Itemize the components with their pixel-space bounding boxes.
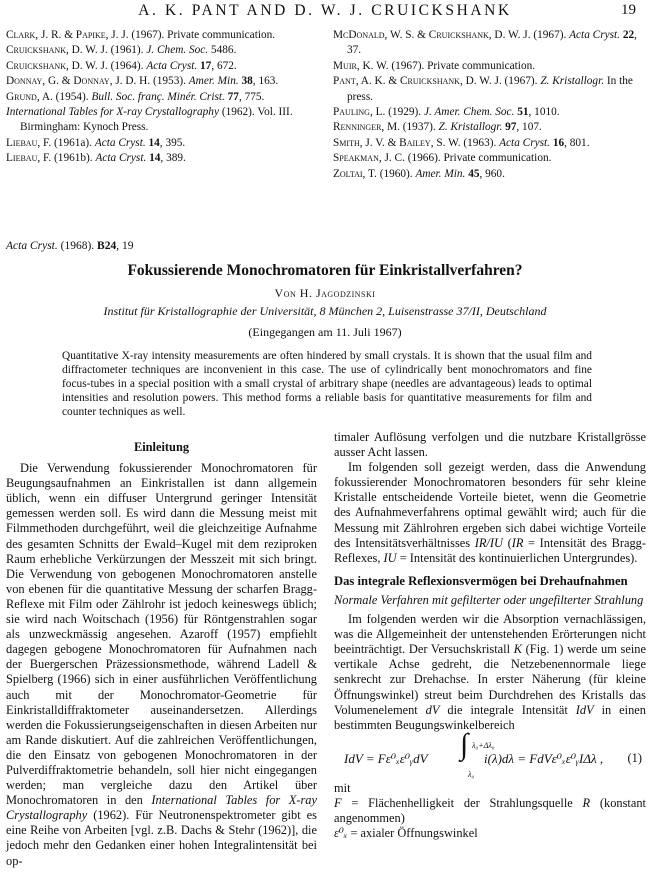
- equation-rhs: i(λ)dλ = FdVε⁰ₓε⁰ᵧIΔλ ,: [484, 750, 604, 766]
- reference-rest: Vol. III. Birmingham: Kynoch Press.: [20, 106, 293, 134]
- reference-rest: , 672.: [211, 59, 237, 72]
- running-head-title: A. K. PANT AND D. W. J. CRUICKSHANK: [138, 2, 512, 19]
- def-epsilon-symbol: ε⁰ₓ: [334, 826, 348, 841]
- reference-authors: Clark, J. R. & Papike, J. J.: [6, 29, 129, 41]
- reference-vol: 38: [241, 75, 253, 88]
- reference-year: (1961b).: [54, 152, 93, 165]
- integral-upper-limit: λ₀+Δλ₀: [472, 740, 495, 750]
- reference-year: (1967).: [391, 59, 425, 72]
- running-head: [0, 2, 650, 20]
- reference-vol: 51: [517, 106, 529, 119]
- reference-rest: , 960.: [479, 167, 505, 180]
- section-heading-einleitung: Einleitung: [133, 440, 190, 454]
- absorption-text-b: (Fig. 1) werde um seine vertikale Achse gedreht, die Netzebenennormale liege senkrecht zur Drehachse. In erster Näherung (für kleine Öffnungswinkel) streut beim Durchdrehen des Kristalls das Volumenelement: [334, 642, 646, 717]
- reference-year: (1967).: [504, 75, 538, 88]
- intro-text-2: (1962). Für Neutronenspektrometer gibt es eine Reihe von Arbeiten [vgl. z.B. Dachs & Stehr (1962)], die jedoch mehr den Gedanken einer hohen Integralintensität bei op-: [6, 808, 317, 868]
- reference-journal: Acta Cryst.: [499, 136, 550, 149]
- reference-journal: J. Chem. Soc.: [146, 44, 209, 57]
- citation-journal: Acta Cryst.: [6, 240, 58, 252]
- mit-label: mit: [334, 780, 351, 795]
- reference-title: International Tables for X-ray Crystallography: [6, 106, 219, 119]
- reference-journal: Bull. Soc. franç. Minér. Crist.: [91, 90, 225, 103]
- equation-number: (1): [627, 750, 642, 765]
- symbol-dv: dV: [425, 702, 440, 717]
- article-title: Fokussierende Monochromatoren für Einkristallverfahren?: [127, 262, 523, 279]
- absorption-text-d: in einen bestimmten Beugungswinkelbereich: [334, 702, 646, 732]
- reference-item: [333, 59, 645, 74]
- intro-text-1: Die Verwendung fokussierender Monochromatoren für Beugungsaufnahmen an Einkristallen ist dann allgemein üblich, wenn ein diffuser Untergrund geringer Intensität gemessen werden soll. Es wird dann die Messung meist mit Filmmethoden durchgeführt, weil die gleichzeitige Aufnahme des gesamten Schnitts der Ewald–Kugel mit dem reziproken Raum erhebliche Verkürzungen der Messzeit mit sich bringt. Die Verwendung von gebogenen Monochromatoren anstelle von ebenen für die quantitative Messung der scharfen Bragg-Reflexe mit Film oder Zählrohr ist jedoch keineswegs üblich; sie wird nach Woitschach (1956) für Röntgenstrahlen sogar als unzweckmässig angesehen. Azaroff (1957) empfiehlt dagegen gebogene Monochromatoren für Aufnahmen nach der Buergerschen Präzessionsmethode, während Ladell & Spielberg (1966) sich in einer ausführlichen Veröffentlichung auch mit der Monochromator-Geometrie für Einkristalldiffraktometer auseinandersetzen. Allerdings werden die Fokussierungseigenschaften in diesen Arbeiten nur am Rande diskutiert. Auf die zahlreichen Veröffentlichungen, die den Einsatz von gebogenen Monochromatoren in der Pulverdiffraktometrie behandeln, soll hier nicht eingegangen werden; man vergleiche dazu den Artikel über Monochromatoren in den: [6, 461, 317, 808]
- reference-year: (1953).: [153, 75, 186, 88]
- reference-authors: Speakman, J. C.: [333, 152, 405, 165]
- def-f-text: = Flächenhelligkeit der Strahlungsquelle: [341, 795, 583, 810]
- reference-year: (1954).: [55, 90, 89, 103]
- article-affiliation: Institut für Kristallographie der Universität, 8 München 2, Luisenstrasse 37/II, Deutschland: [103, 304, 547, 318]
- reference-authors: Pauling, L.: [333, 106, 386, 119]
- intro-italic-title: International Tables for X-ray Crystallography: [6, 793, 317, 823]
- reference-year: (1960).: [379, 167, 413, 180]
- reference-item: [333, 105, 645, 120]
- section-heading-integral: Das integrale Reflexionsvermögen bei Drehaufnahmen: [334, 573, 628, 588]
- reference-item: [6, 90, 318, 105]
- def-f-rest: (konstant angenommen): [334, 795, 646, 825]
- symbol-ir: IR: [511, 535, 524, 550]
- references-right-column: [333, 28, 645, 182]
- reference-rest: , 395.: [159, 136, 186, 149]
- reference-journal: Z. Kristallogr.: [438, 121, 503, 134]
- definition-f: [334, 796, 646, 826]
- reference-year: (1967).: [533, 29, 567, 41]
- advantages-text-b: (: [502, 535, 512, 550]
- abstract: Quantitative X-ray intensity measurements are often hindered by small crystals. It is shown that the usual film and diffractometer techniques are inconvenient in this case. The use of cylindrically bent monochromators and fine focus-tubes in a special position with a small crystal of arbitrary shape (needles are advantageous) leads to optimal intensities and resolution powers. This method forms a reliable basis for quantitative measurements for film and counter techniques as well.: [62, 350, 592, 419]
- reference-rest: , 389.: [160, 152, 186, 165]
- citation-volume: B24: [97, 240, 117, 252]
- reference-vol: 77: [227, 90, 239, 103]
- reference-authors: Pant, A. K. & Cruickshank, D. W. J.: [333, 75, 502, 88]
- reference-rest: , 775.: [238, 90, 265, 103]
- reference-authors: Muir, K. W.: [333, 59, 389, 72]
- reference-journal: Z. Kristallogr.: [540, 75, 605, 88]
- reference-year: (1967).: [131, 29, 165, 41]
- reference-vol: 45: [468, 167, 480, 180]
- reference-item: [6, 151, 318, 166]
- reference-vol: 16: [552, 136, 565, 149]
- reference-vol: 14: [149, 152, 161, 165]
- symbol-idv: IdV: [575, 702, 594, 717]
- advantages-text-d: = Intensität des kontinuierlichen Untergrundes).: [396, 550, 638, 565]
- body-right-column: [334, 430, 646, 841]
- reference-authors: Cruickshank, D. W. J.: [6, 44, 108, 57]
- def-f-symbol-r: R: [582, 795, 591, 810]
- reference-rest: Private communication.: [427, 59, 536, 72]
- reference-vol: 14: [148, 136, 160, 149]
- article-received-date: (Eingegangen am 11. Juli 1967): [248, 325, 402, 339]
- reference-year: (1964).: [110, 59, 144, 72]
- reference-item: [6, 74, 318, 89]
- reference-rest: Private communication.: [167, 29, 276, 41]
- reference-vol: 97: [505, 121, 517, 134]
- def-epsilon-text: = axialer Öffnungswinkel: [347, 826, 478, 841]
- reference-item: [6, 28, 318, 43]
- def-f-symbol: F: [334, 795, 342, 810]
- advantages-text-a: Im folgenden soll gezeigt werden, dass die Anwendung fokussierender Monochromatoren besonders für sehr kleine Kristalle entscheidende Vorteile bietet, wenn die Geometrie des Aufnahmeverfahrens optimal gewählt wird; auch für die Messung mit Zählrohren ergeben sich dabei wichtige Vorteile des Intensitätsverhältnisses: [334, 460, 646, 550]
- reference-authors: McDonald, W. S. & Cruickshank, D. W. J.: [333, 29, 531, 41]
- equation-1: [334, 727, 646, 781]
- reference-rest: In the press.: [347, 75, 633, 103]
- citation-page: , 19: [116, 240, 134, 252]
- author-prefix: Von: [274, 286, 300, 300]
- continued-paragraph: timaler Auflösung verfolgen und die nutzbare Kristallgrösse ausser Acht lassen.: [334, 430, 646, 460]
- paragraph-advantages: [334, 460, 646, 566]
- reference-item: [333, 136, 645, 151]
- intro-paragraph: [6, 461, 317, 869]
- reference-authors: Smith, J. V. & Bailey, S. W.: [333, 136, 461, 149]
- reference-year: (1963).: [463, 136, 497, 149]
- paragraph-absorption: [334, 612, 646, 733]
- reference-rest: 5486.: [210, 44, 237, 57]
- reference-rest: , 37.: [347, 29, 637, 57]
- reference-rest: , 1010.: [528, 106, 560, 119]
- absorption-text-c: die integrale Intensität: [439, 702, 576, 717]
- equation-lhs: IdV = Fε⁰ₓε⁰ᵧdV: [344, 750, 428, 766]
- advantages-text-c: = Intensität des Bragg-Reflexes,: [334, 535, 646, 565]
- reference-vol: 17: [200, 59, 212, 72]
- reference-year: (1961a).: [54, 136, 92, 149]
- reference-journal: Acta Cryst.: [95, 152, 147, 165]
- reference-item: [333, 167, 645, 182]
- reference-authors: Zoltai, T.: [333, 167, 377, 180]
- definition-epsilon: [334, 826, 646, 841]
- reference-year: (1961).: [110, 44, 144, 57]
- references-left-column: [6, 28, 318, 167]
- reference-rest: Private communication.: [443, 152, 552, 165]
- integral-sign: ∫: [460, 727, 469, 761]
- author-name: H. Jagodzinski: [299, 286, 376, 300]
- reference-journal: Acta Cryst.: [146, 59, 198, 72]
- reference-journal: Acta Cryst.: [569, 29, 620, 41]
- reference-rest: , 107.: [516, 121, 542, 134]
- intensity-ratio: IR/IU: [474, 535, 503, 550]
- article-citation: [6, 240, 133, 252]
- reference-journal: Amer. Min.: [415, 167, 466, 180]
- reference-item: [333, 28, 645, 59]
- reference-item: [6, 43, 318, 58]
- reference-authors: Donnay, G. & Donnay, J. D. H.: [6, 75, 151, 88]
- absorption-text-a: Im folgenden werden wir die Absorption vernachlässigen, was die Allgemeinheit der untenstehenden Erörterungen nicht beeinträchtigt. Der Versuchskristall: [334, 612, 646, 657]
- reference-authors: Renninger, M.: [333, 121, 400, 134]
- page-number: 19: [621, 2, 636, 18]
- reference-rest: , 801.: [564, 136, 590, 149]
- reference-item: [333, 74, 645, 105]
- integral-lower-limit: λ₀: [468, 769, 475, 779]
- reference-year: (1929).: [388, 106, 422, 119]
- reference-journal: Acta Cryst.: [94, 136, 146, 149]
- symbol-definitions: [334, 781, 646, 841]
- citation-year: (1968).: [57, 240, 98, 252]
- reference-authors: Grund, A.: [6, 90, 53, 103]
- reference-year: (1962).: [221, 106, 255, 119]
- reference-item: [6, 136, 318, 151]
- reference-item: [333, 120, 645, 135]
- reference-authors: Cruickshank, D. W. J.: [6, 59, 108, 72]
- reference-rest: , 163.: [252, 75, 279, 88]
- subsection-heading: Normale Verfahren mit gefilterter oder ungefilterter Strahlung: [334, 592, 644, 607]
- reference-authors: Liebau, F.: [6, 152, 52, 165]
- symbol-k: K: [513, 642, 522, 657]
- reference-item: [6, 105, 318, 136]
- reference-vol: 22: [622, 29, 635, 41]
- reference-year: (1966).: [407, 152, 441, 165]
- reference-item: [6, 59, 318, 74]
- reference-item: [333, 151, 645, 166]
- reference-journal: J. Amer. Chem. Soc.: [423, 106, 515, 119]
- reference-authors: Liebau, F.: [6, 136, 52, 149]
- symbol-iu: IU: [383, 550, 397, 565]
- article-author: [0, 286, 650, 301]
- reference-year: (1937).: [402, 121, 436, 134]
- body-left-column: [6, 430, 317, 869]
- reference-journal: Amer. Min.: [188, 75, 239, 88]
